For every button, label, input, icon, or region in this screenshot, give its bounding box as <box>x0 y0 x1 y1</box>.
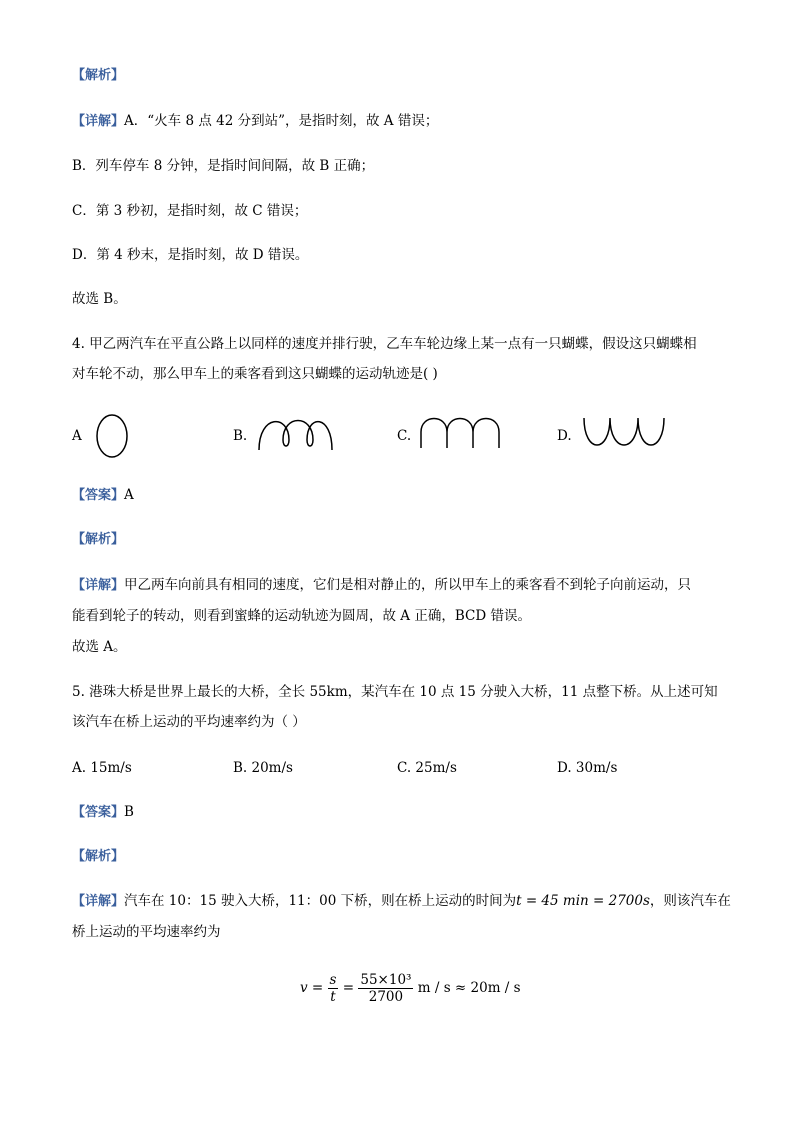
question-stem: 4. 甲乙两汽车在平直公路上以同样的速度并排行驶，乙车车轮边缘上某一点有一只蝴蝶，假设这只蝴蝶相 <box>72 336 697 352</box>
formula-rhs: m / s ≈ 20m / s <box>417 980 521 996</box>
answer-tag: 【答案】 <box>72 488 125 503</box>
option-label: B. <box>233 428 248 444</box>
option-label: D. <box>557 428 572 444</box>
analysis-tag: 【解析】 <box>72 68 125 83</box>
ellipse-icon <box>94 412 130 460</box>
conclusion: 故选 B。 <box>72 291 127 307</box>
detail-text: A．“火车 8 点 42 分到站”，是指时刻，故 A 错误； <box>124 113 439 129</box>
cusps-icon <box>580 414 670 454</box>
analysis-tag: 【解析】 <box>72 849 125 864</box>
fraction-numerator: s <box>329 972 337 988</box>
detail-tag: 【详解】 <box>72 114 125 129</box>
detail-line: 能看到轮子的转动，则看到蜜蜂的运动轨迹为圆周，故 A 正确，BCD 错误。 <box>72 608 531 624</box>
option-label: C. <box>397 428 412 444</box>
conclusion: 故选 A。 <box>72 639 127 655</box>
option-a: A. 15m/s <box>72 760 132 776</box>
detail-line: C．第 3 秒初，是指时刻，故 C 错误； <box>72 203 308 219</box>
overlapping-loops-icon <box>256 414 336 454</box>
detail-tag: 【详解】 <box>72 578 125 593</box>
fraction-denominator: t <box>330 989 336 1005</box>
question-stem: 5. 港珠大桥是世界上最长的大桥，全长 55km，某汽车在 10 点 15 分驶入大桥，11 点整下桥。从上述可知 <box>72 684 718 700</box>
detail-line <box>72 575 691 596</box>
detail-text: ，则该汽车在 <box>649 893 731 909</box>
question-stem: 该汽车在桥上运动的平均速率约为（ ） <box>72 714 306 730</box>
option-d: D. 30m/s <box>557 760 618 776</box>
inline-formula: t = 45 min = 2700s <box>516 893 650 909</box>
answer-value: A <box>124 487 134 503</box>
detail-line <box>72 891 731 912</box>
option-b: B. 20m/s <box>233 760 293 776</box>
detail-text: 甲乙两车向前具有相同的速度，它们是相对静止的，所以甲车上的乘客看不到轮子向前运动，只 <box>124 577 692 593</box>
fraction-value <box>358 972 413 1005</box>
formula-equals: = <box>342 980 355 996</box>
answer-tag: 【答案】 <box>72 805 125 820</box>
answer-value: B <box>124 804 134 820</box>
arches-icon <box>418 416 504 450</box>
answer-line <box>72 802 134 823</box>
detail-text: 汽车在 10：15 驶入大桥，11：00 下桥，则在桥上运动的时间为 <box>124 893 517 909</box>
speed-formula <box>300 972 521 1005</box>
fraction-s-over-t <box>328 972 339 1005</box>
question-stem: 对车轮不动，那么甲车上的乘客看到这只蝴蝶的运动轨迹是( ) <box>72 366 438 382</box>
option-c: C. 25m/s <box>397 760 457 776</box>
option-label: A <box>72 428 82 444</box>
detail-line: B．列车停车 8 分钟，是指时间间隔，故 B 正确； <box>72 158 375 174</box>
formula-lhs: v = <box>300 980 324 996</box>
analysis-tag: 【解析】 <box>72 532 125 547</box>
fraction-denominator: 2700 <box>368 989 404 1005</box>
detail-tag: 【详解】 <box>72 894 125 909</box>
answer-line <box>72 485 134 506</box>
fraction-numerator: 55×10³ <box>360 972 412 988</box>
detail-line: D．第 4 秒末，是指时刻，故 D 错误。 <box>72 247 309 263</box>
detail-line: 桥上运动的平均速率约为 <box>72 924 221 940</box>
detail-line <box>72 111 438 132</box>
